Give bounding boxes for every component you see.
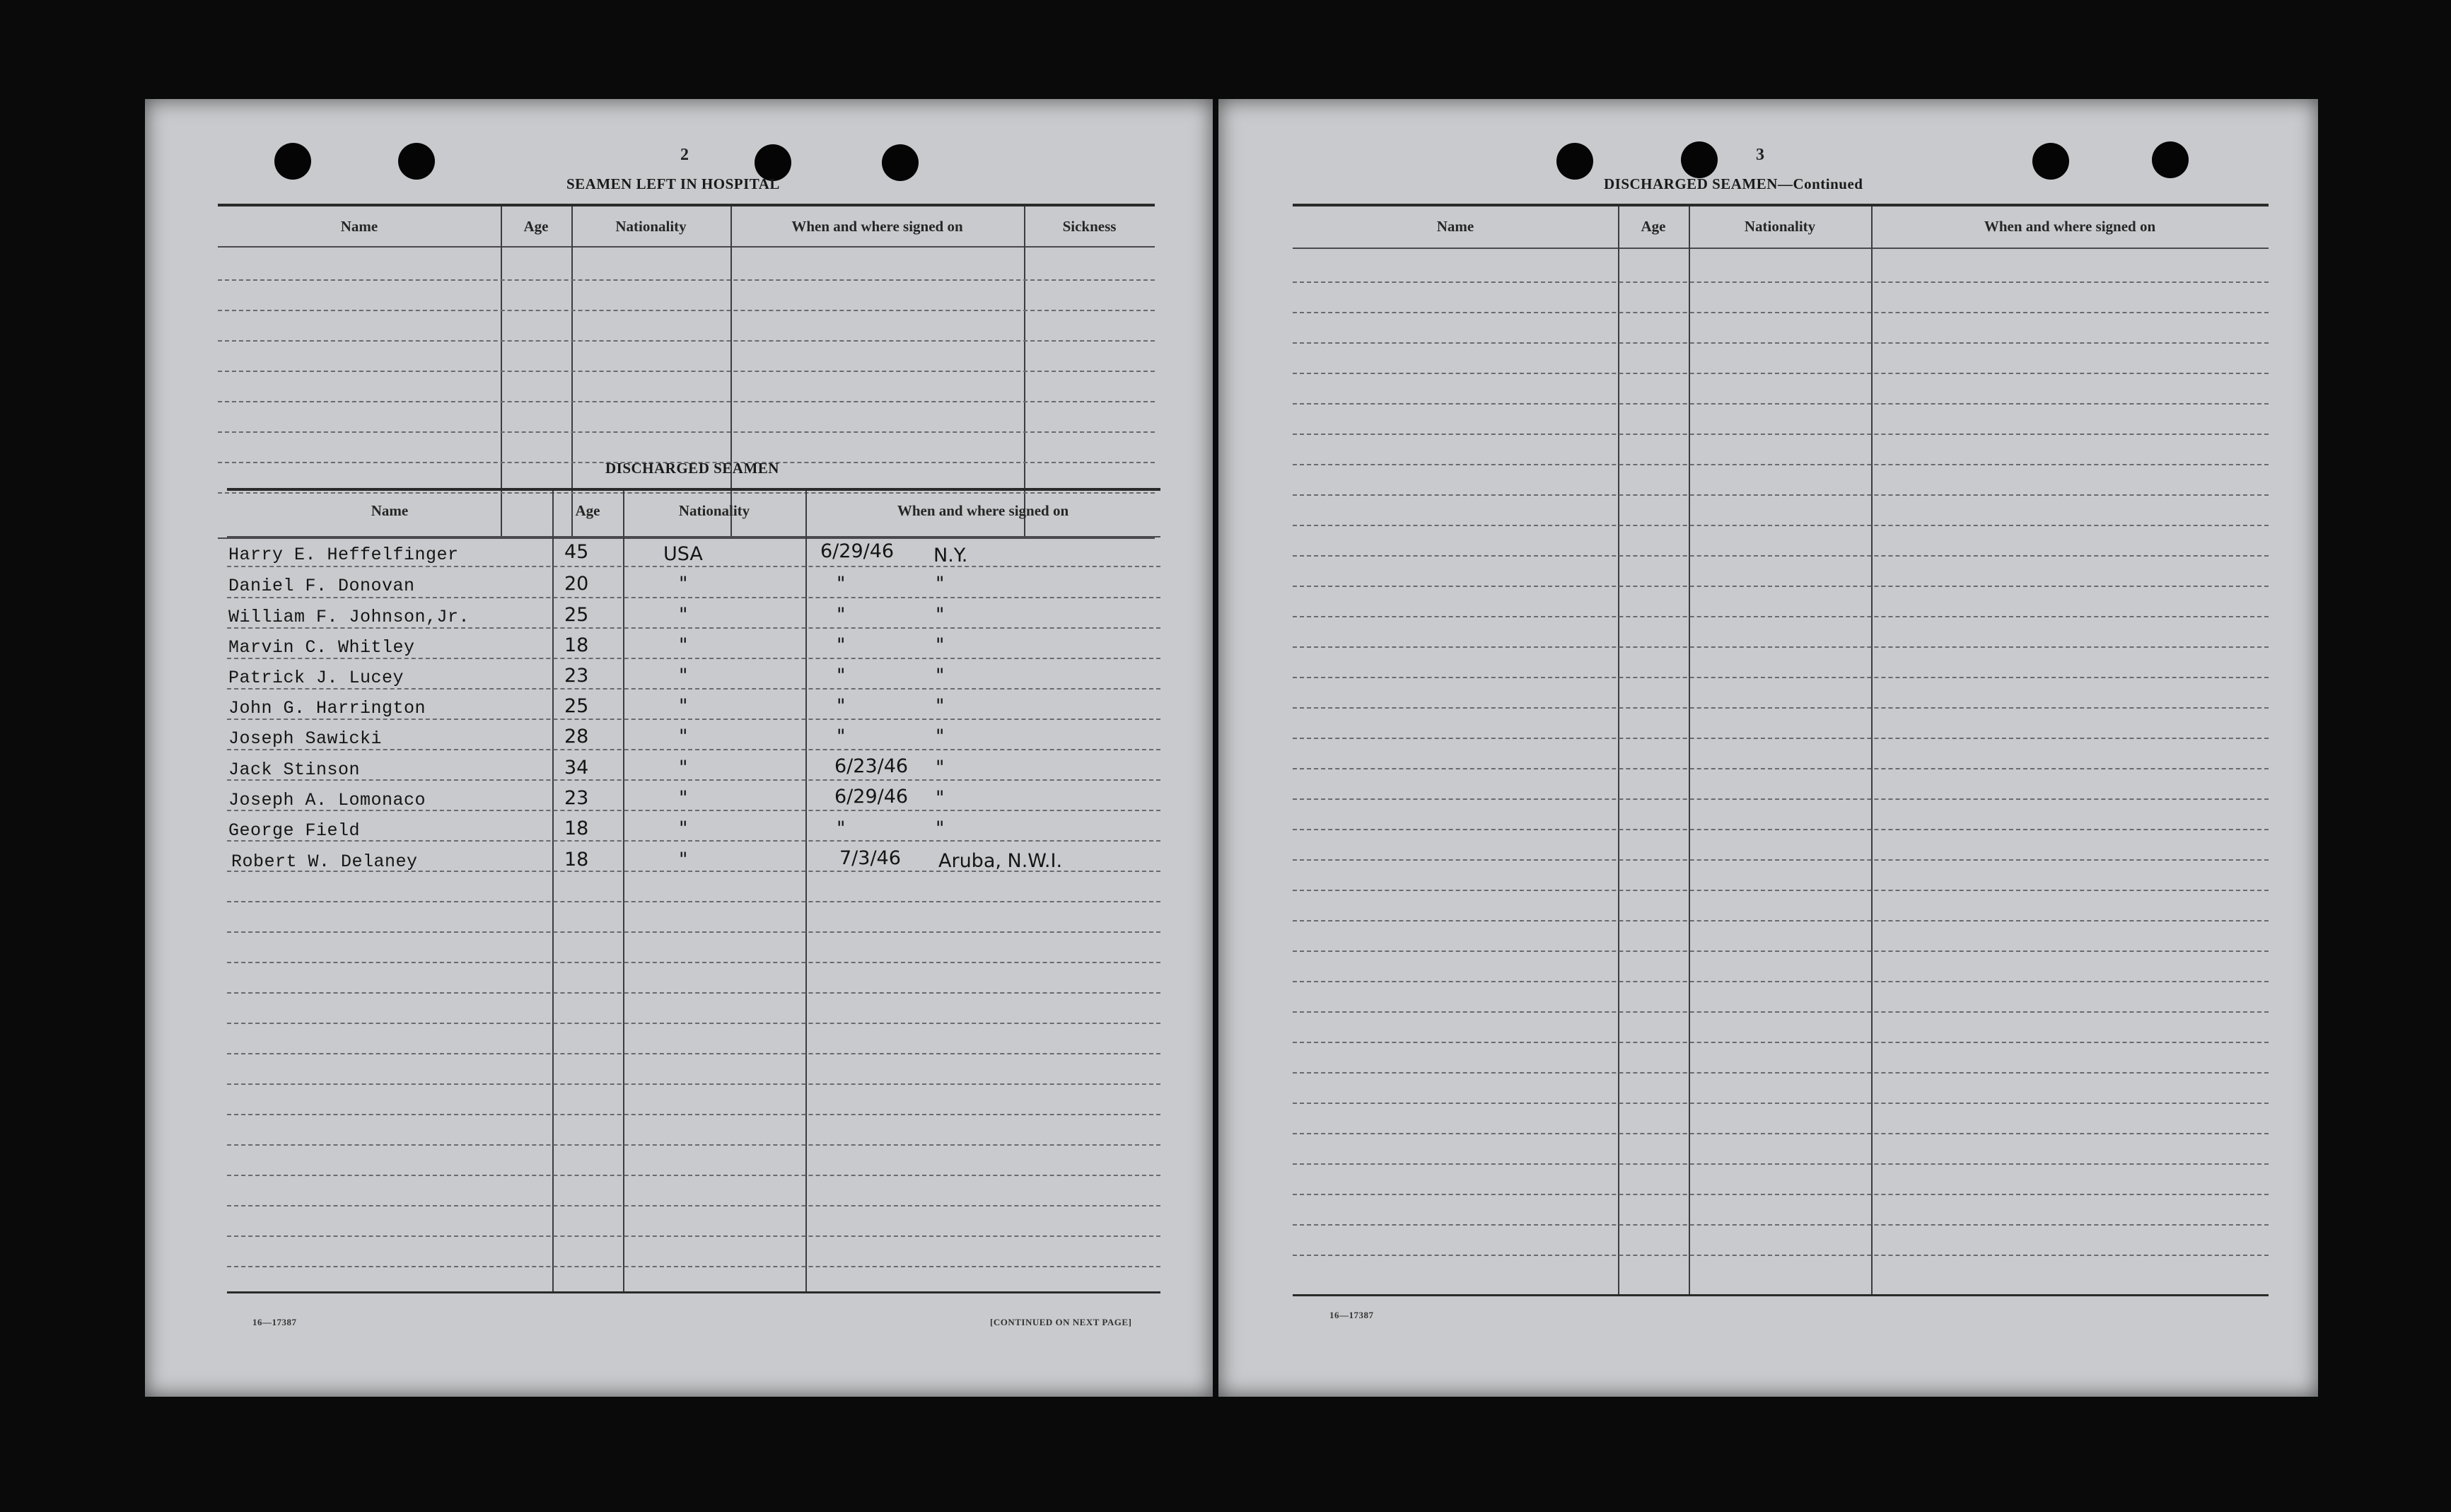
row-line	[1293, 920, 2269, 921]
form-number: 16—17387	[1329, 1310, 1374, 1320]
seaman-nationality: "	[679, 849, 688, 871]
signed-on-place: "	[936, 604, 945, 626]
row-line	[1293, 798, 2269, 800]
row-line	[1293, 1194, 2269, 1195]
signed-on-place: "	[936, 757, 945, 779]
signed-on-date: 6/29/46	[820, 540, 895, 562]
hospital-col-nationality: Nationality	[615, 218, 687, 235]
discharged-continued-heading: DISCHARGED SEAMEN—Continued	[1604, 175, 1863, 192]
row-line	[227, 597, 1160, 598]
hospital-top-rule	[218, 204, 1155, 207]
table-top-rule	[1293, 204, 2269, 207]
column-divider	[1689, 207, 1690, 1296]
punch-hole	[274, 143, 311, 180]
column-divider	[623, 491, 624, 1291]
row-line	[1293, 646, 2269, 648]
row-line	[227, 1235, 1160, 1237]
row-line	[1293, 1255, 2269, 1256]
row-line	[1293, 403, 2269, 405]
signed-on-place: "	[936, 573, 945, 595]
seaman-name: Jack Stinson	[228, 760, 361, 780]
signed-on-place: Aruba, N.W.I.	[938, 850, 1063, 872]
signed-on-date: "	[837, 695, 846, 717]
hospital-col-name: Name	[340, 218, 378, 235]
seaman-nationality: "	[679, 665, 688, 687]
seaman-name: Marvin C. Whitley	[228, 637, 415, 658]
column-divider	[552, 491, 554, 1291]
seaman-age: 18	[564, 849, 589, 871]
seaman-age: 23	[564, 787, 589, 809]
hospital-heading: SEAMEN LEFT IN HOSPITAL	[566, 175, 780, 192]
discharged-col-name: Name	[371, 502, 409, 519]
table-bottom-rule	[227, 1291, 1160, 1293]
row-line	[1293, 1163, 2269, 1165]
row-line	[227, 779, 1160, 781]
row-line	[227, 840, 1160, 842]
signed-on-place: "	[936, 787, 945, 809]
column-divider	[1871, 207, 1873, 1296]
row-line	[227, 1083, 1160, 1085]
row-line	[227, 1144, 1160, 1146]
signed-on-place: "	[936, 726, 945, 748]
seaman-age: 25	[564, 695, 589, 717]
discharged-heading: DISCHARGED SEAMEN	[605, 460, 779, 477]
row-line	[1293, 707, 2269, 709]
row-line	[1293, 1011, 2269, 1013]
seaman-age: 18	[564, 634, 589, 656]
row-line	[227, 658, 1160, 659]
page-number: 2	[680, 146, 689, 164]
row-line	[218, 371, 1155, 372]
seaman-name: Daniel F. Donovan	[228, 576, 415, 596]
continued-note: [CONTINUED ON NEXT PAGE]	[990, 1317, 1132, 1327]
seaman-name: George Field	[228, 820, 361, 841]
row-line	[1293, 342, 2269, 344]
signed-on-date: 7/3/46	[839, 847, 901, 869]
row-line	[227, 1023, 1160, 1024]
punch-hole	[1556, 143, 1593, 180]
page-number: 3	[1756, 146, 1764, 164]
row-line	[227, 1053, 1160, 1054]
hospital-col-sickness: Sickness	[1062, 218, 1117, 235]
row-line	[227, 1205, 1160, 1206]
column-divider	[805, 491, 807, 1291]
seaman-nationality: USA	[663, 543, 703, 565]
discharged-col-age: Age	[575, 502, 600, 519]
col-signed-on: When and where signed on	[1984, 218, 2156, 235]
row-line	[227, 992, 1160, 994]
form-number: 16—17387	[252, 1317, 297, 1327]
seaman-age: 34	[564, 757, 589, 779]
row-line	[1293, 616, 2269, 617]
seaman-nationality: "	[679, 604, 688, 626]
row-line	[227, 901, 1160, 902]
row-line	[218, 492, 1155, 494]
signed-on-place: "	[936, 695, 945, 717]
seaman-age: 25	[564, 604, 589, 626]
signed-on-date: "	[837, 604, 846, 626]
seaman-age: 18	[564, 818, 589, 839]
row-line	[1293, 312, 2269, 313]
col-age: Age	[1641, 218, 1666, 235]
row-line	[227, 749, 1160, 750]
hospital-col-signed-on: When and where signed on	[791, 218, 963, 235]
punch-hole	[882, 144, 919, 181]
row-line	[1293, 1133, 2269, 1134]
punch-hole	[1681, 141, 1718, 178]
hospital-header-rule	[218, 246, 1155, 248]
row-line	[1293, 1072, 2269, 1074]
col-name: Name	[1436, 218, 1474, 235]
row-line	[1293, 555, 2269, 557]
seaman-nationality: "	[679, 695, 688, 717]
seaman-name: Patrick J. Lucey	[228, 668, 404, 688]
seaman-name: Harry E. Heffelfinger	[228, 545, 459, 565]
row-line	[1293, 1224, 2269, 1226]
seaman-nationality: "	[679, 573, 688, 595]
row-line	[218, 401, 1155, 402]
row-line	[1293, 677, 2269, 678]
header-rule	[1293, 248, 2269, 249]
punch-hole	[2152, 141, 2189, 178]
table-bottom-rule	[1293, 1294, 2269, 1296]
punch-hole	[398, 143, 435, 180]
row-line	[1293, 373, 2269, 374]
seaman-nationality: "	[679, 818, 688, 839]
right-page	[1218, 99, 2318, 1397]
row-line	[218, 537, 1155, 539]
seaman-age: 20	[564, 573, 589, 595]
signed-on-date: "	[837, 818, 846, 839]
row-line	[227, 719, 1160, 720]
left-page	[145, 99, 1213, 1397]
signed-on-date: "	[837, 665, 846, 687]
row-line	[1293, 281, 2269, 283]
seaman-name: Joseph A. Lomonaco	[228, 790, 426, 810]
row-line	[1293, 525, 2269, 526]
row-line	[227, 962, 1160, 963]
row-line	[227, 627, 1160, 629]
row-line	[227, 566, 1160, 567]
row-line	[1293, 494, 2269, 496]
seaman-nationality: "	[679, 726, 688, 748]
signed-on-date: "	[837, 573, 846, 595]
signed-on-date: "	[837, 726, 846, 748]
signed-on-date: "	[837, 634, 846, 656]
signed-on-place: N.Y.	[933, 545, 968, 566]
row-line	[1293, 950, 2269, 952]
row-line	[1293, 464, 2269, 465]
row-line	[1293, 859, 2269, 861]
row-line	[1293, 829, 2269, 830]
punch-hole	[2032, 143, 2069, 180]
row-line	[227, 1266, 1160, 1267]
col-nationality: Nationality	[1744, 218, 1816, 235]
signed-on-place: "	[936, 818, 945, 839]
discharged-header-rule	[227, 536, 1160, 537]
column-divider	[1618, 207, 1619, 1296]
signed-on-place: "	[936, 665, 945, 687]
row-line	[227, 931, 1160, 933]
hospital-col-age: Age	[523, 218, 549, 235]
seaman-nationality: "	[679, 787, 688, 809]
signed-on-date: 6/23/46	[834, 755, 909, 777]
row-line	[227, 1175, 1160, 1176]
discharged-col-signed-on: When and where signed on	[897, 502, 1069, 519]
row-line	[1293, 586, 2269, 587]
discharged-top-rule	[227, 488, 1160, 491]
seaman-age: 23	[564, 665, 589, 687]
row-line	[1293, 890, 2269, 891]
row-line	[1293, 981, 2269, 982]
seaman-name: Robert W. Delaney	[231, 851, 418, 872]
discharged-col-nationality: Nationality	[678, 502, 750, 519]
seaman-age: 45	[564, 541, 589, 563]
row-line	[1293, 768, 2269, 769]
seaman-name: William F. Johnson,Jr.	[228, 607, 470, 627]
seaman-nationality: "	[679, 757, 688, 779]
signed-on-date: 6/29/46	[834, 786, 909, 808]
row-line	[1293, 1103, 2269, 1104]
signed-on-place: "	[936, 634, 945, 656]
seaman-age: 28	[564, 726, 589, 748]
row-line	[218, 431, 1155, 433]
row-line	[1293, 738, 2269, 739]
seaman-name: John G. Harrington	[228, 698, 426, 719]
row-line	[1293, 434, 2269, 435]
seaman-nationality: "	[679, 634, 688, 656]
row-line	[218, 310, 1155, 311]
row-line	[218, 279, 1155, 281]
row-line	[227, 1114, 1160, 1115]
row-line	[227, 688, 1160, 690]
row-line	[1293, 1042, 2269, 1043]
seaman-name: Joseph Sawicki	[228, 728, 383, 749]
row-line	[218, 340, 1155, 342]
